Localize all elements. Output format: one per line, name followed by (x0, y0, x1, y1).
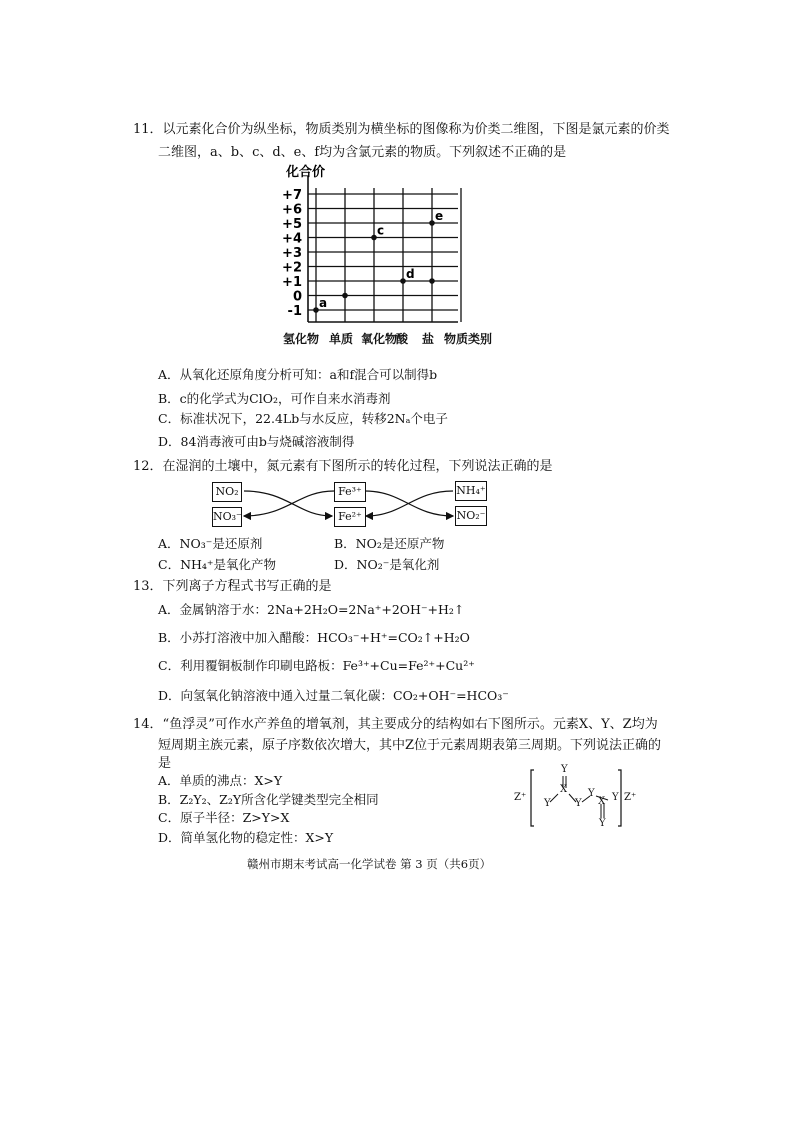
q11-option-a: A．从氧化还原角度分析可知：a和f混合可以制得b (158, 367, 438, 382)
x-tick-salt: 盐 (422, 332, 435, 346)
q13-stem: 13．下列离子方程式书写正确的是 (133, 579, 332, 594)
data-point-label-a: a (319, 296, 328, 310)
data-point-label-c: c (377, 223, 385, 238)
chart-y-axis-label: 化合价 (286, 165, 326, 180)
chart-grid (308, 176, 461, 322)
data-point-e (429, 220, 435, 226)
q11-option-d: D．84消毒液可由b与烧碱溶液制得 (158, 434, 355, 449)
arrow-no3-to-no2 (244, 491, 334, 516)
y-tick-label: +7 (282, 188, 302, 203)
data-point-label-e: e (435, 209, 444, 223)
q13-option-a: A．金属钠溶于水：2Na+2H₂O=2Na⁺+2OH⁻+H₂↑ (158, 602, 465, 617)
y-tick-label: +3 (282, 246, 302, 261)
chart-y-ticks (282, 188, 302, 319)
q11-option-c: C．标准状况下，22.4Lb与水反应，转移2Nₐ个电子 (158, 411, 448, 426)
data-point-label-d: d (406, 267, 415, 281)
y-tick-label: +1 (282, 275, 302, 290)
q11-stem-line1: 11．以元素化合价为纵坐标，物质类别为横坐标的图像称为价类二维图，下图是氯元素的价类 (133, 122, 670, 137)
q14-stem-line3: 是 (158, 756, 172, 771)
structure-y-right: Y (612, 792, 619, 803)
data-point-a (313, 307, 319, 313)
y-tick-label: +4 (282, 231, 302, 247)
box-nh4-plus: NH₄⁺ (455, 481, 487, 501)
structure-y-top: Y (561, 764, 568, 775)
chart-points (313, 209, 443, 313)
box-no2: NO₂ (212, 482, 242, 502)
x-tick-oxide: 氧化物 (361, 332, 398, 346)
box-no3-minus: NO₃⁻ (212, 507, 242, 527)
fish-floater-structure (512, 764, 637, 832)
box-fe2: Fe²⁺ (334, 507, 366, 527)
structure-x-right: X (598, 796, 606, 807)
data-point (342, 293, 348, 299)
x-tick-acid: 酸 (396, 332, 409, 346)
box-no2-minus: NO₂⁻ (455, 506, 487, 526)
box-fe3: Fe³⁺ (334, 482, 366, 502)
q11-option-b: B．c的化学式为ClO₂，可作自来水消毒剂 (158, 391, 391, 406)
q12-option-c: C．NH₄⁺是氧化产物 (158, 557, 277, 572)
x-axis-label: 物质类别 (444, 332, 493, 346)
q11-stem-line2: 二维图，a、b、c、d、e、f均为含氯元素的物质。下列叙述不正确的是 (158, 145, 567, 160)
q14-stem-line2: 短周期主族元素，原子序数依次增大，其中Z位于元素周期表第三周期。下列说法正确的 (158, 738, 662, 753)
conversion-arrows (238, 478, 460, 530)
data-point (429, 278, 435, 284)
valence-category-chart (270, 162, 500, 352)
structure-y-left: Y (544, 798, 551, 809)
structure-z-right: Z⁺ (624, 792, 637, 803)
arrow-fe3-from-no2 (244, 491, 332, 516)
page-footer: 赣州市期末考试高一化学试卷 第 3 页（共6页） (247, 857, 492, 871)
structure-y-bridge1: Y (575, 798, 582, 809)
q13-option-c: C．利用覆铜板制作印刷电路板：Fe³⁺+Cu=Fe²⁺+Cu²⁺ (158, 658, 475, 673)
q14-stem-line1: 14．“鱼浮灵”可作水产养鱼的增氧剂，其主要成分的结构如右下图所示。元素X、Y、Z均为 (133, 717, 658, 732)
structure-z-left: Z⁺ (514, 792, 527, 803)
data-point-c (371, 235, 377, 241)
q13-option-b: B．小苏打溶液中加入醋酸：HCO₃⁻+H⁺=CO₂↑+H₂O (158, 630, 470, 645)
y-tick-label: -1 (287, 304, 302, 319)
x-tick-element: 单质 (329, 332, 354, 346)
chart-x-axis (283, 330, 513, 348)
q14-option-a: A．单质的沸点：X>Y (158, 773, 283, 788)
q12-option-b: B．NO₂是还原产物 (334, 536, 445, 551)
q12-option-a: A．NO₃⁻是还原剂 (158, 536, 263, 551)
structure-x-left: X (560, 784, 568, 795)
data-point-d (400, 278, 406, 284)
y-tick-label: +2 (282, 260, 302, 276)
q14-option-b: B．Z₂Y₂、Z₂Y所含化学键类型完全相同 (158, 792, 379, 807)
q12-stem: 12．在湿润的土壤中，氮元素有下图所示的转化过程，下列说法正确的是 (133, 459, 553, 474)
y-tick-label: +6 (282, 202, 302, 218)
y-tick-label: +5 (282, 217, 302, 232)
arrow-fe3-to-fe2 (366, 491, 453, 516)
q14-option-d: D．简单氢化物的稳定性：X>Y (158, 830, 334, 845)
y-tick-label: 0 (292, 289, 302, 305)
q14-option-c: C．原子半径：Z>Y>X (158, 810, 290, 825)
q13-option-d: D．向氢氧化钠溶液中通入过量二氧化碳：CO₂+OH⁻=HCO₃⁻ (158, 688, 509, 703)
x-tick-hydride: 氢化物 (283, 332, 320, 346)
structure-y-bridge2: Y (588, 788, 595, 799)
q12-option-d: D．NO₂⁻是氧化剂 (334, 557, 440, 572)
structure-y-bottom: Y (599, 818, 606, 829)
